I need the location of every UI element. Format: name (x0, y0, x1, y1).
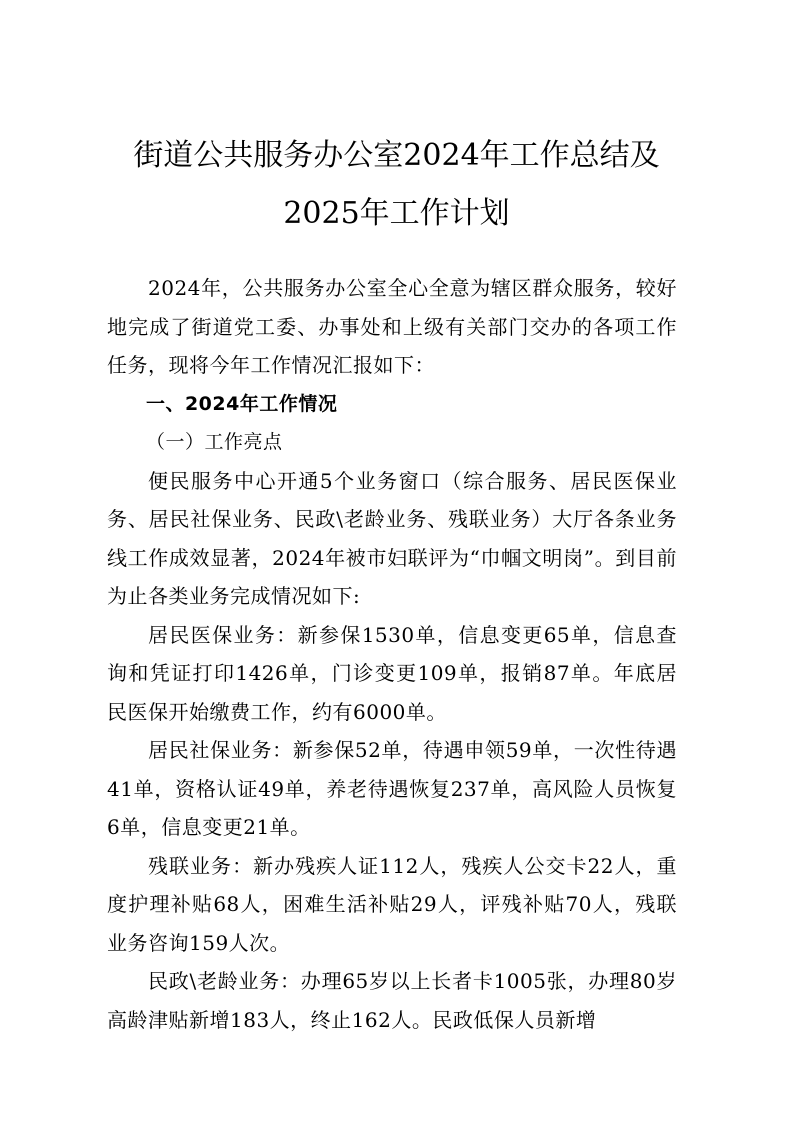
social-insurance-paragraph: 居民社保业务：新参保52单，待遇申领59单，一次性待遇41单，资格认证49单，养老待遇恢复237单，高风险人员恢复6单，信息变更21单。 (107, 738, 677, 839)
document-body (107, 269, 677, 1039)
disability-services-paragraph: 残联业务：新办残疾人证112人，残疾人公交卡22人，重度护理补贴68人，困难生活补贴29人，评残补贴70人，残联业务咨询159人次。 (107, 853, 677, 955)
intro-paragraph: 2024年，公共服务办公室全心全意为辖区群众服务，较好地完成了街道党工委、办事处和上级有关部门交办的各项工作任务，现将今年工作情况汇报如下： (107, 276, 677, 377)
medical-insurance-paragraph: 居民医保业务：新参保1530单，信息变更65单，信息查询和凭证打印1426单，门诊变更109单，报销87单。年底居民医保开始缴费工作，约有6000单。 (107, 622, 677, 724)
document-title-line-2: 2025年工作计划 (283, 196, 510, 231)
service-center-paragraph: 便民服务中心开通5个业务窗口（综合服务、居民医保业务、居民社保业务、民政\老龄业务、残联业务）大厅各条业务线工作成效显著，2024年被市妇联评为“巾帼文明岗”。到目前为止各类业务完成情况如下: (107, 468, 677, 608)
civil-affairs-paragraph: 民政\老龄业务：办理65岁以上长者卡1005张，办理80岁高龄津贴新增183人，终止162人。民政低保人员新增 (107, 969, 677, 1032)
section-heading-2024-work: 一、2024年工作情况 (145, 392, 338, 415)
subsection-heading-highlights: （一）工作亮点 (145, 431, 283, 453)
document-title-line-1: 街道公共服务办公室2024年工作总结及 (133, 138, 660, 173)
